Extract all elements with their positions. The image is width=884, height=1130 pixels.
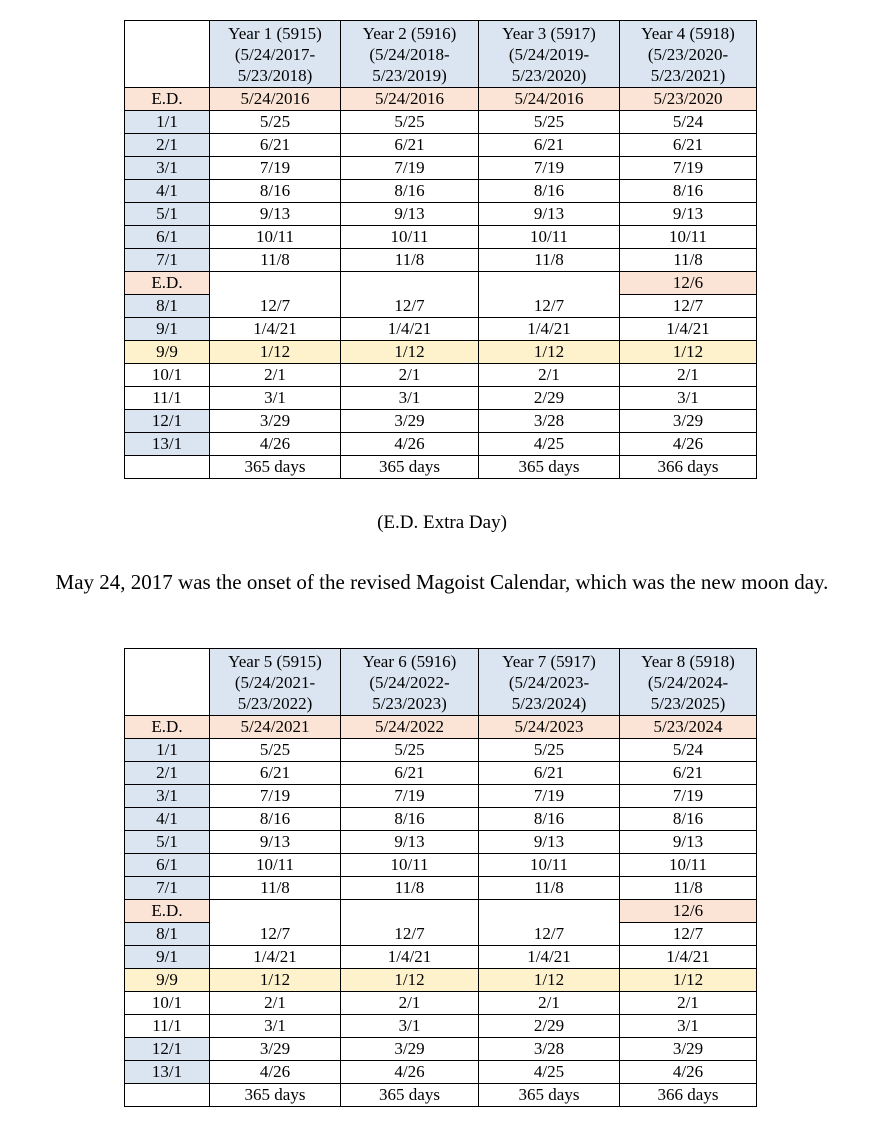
- table-cell: 1/4/21: [341, 318, 479, 341]
- row-label: 1/1: [125, 739, 210, 762]
- row-label: 9/1: [125, 946, 210, 969]
- year-header: Year 6 (5916) (5/24/2022- 5/23/2023): [341, 649, 479, 716]
- row-label: 3/1: [125, 785, 210, 808]
- table-cell: 1/4/21: [210, 946, 341, 969]
- table-cell: 3/1: [620, 1015, 757, 1038]
- row-label: 12/1: [125, 1038, 210, 1061]
- table-row: [125, 992, 757, 1015]
- table-cell: 11/8: [341, 249, 479, 272]
- table-cell: 2/1: [620, 364, 757, 387]
- table-cell: 3/29: [210, 1038, 341, 1061]
- table-cell: 9/13: [210, 203, 341, 226]
- table-cell: 10/11: [479, 854, 620, 877]
- table-row: [125, 272, 757, 295]
- calendar-table-years-1-4: [124, 20, 757, 479]
- table-cell: 3/28: [479, 1038, 620, 1061]
- total-days: 365 days: [479, 456, 620, 479]
- row-label: 8/1: [125, 295, 210, 318]
- table-cell: 12/7: [479, 923, 620, 946]
- table-cell: 5/25: [341, 111, 479, 134]
- row-label: 5/1: [125, 831, 210, 854]
- table-cell: 5/24/2022: [341, 716, 479, 739]
- table-cell: 3/1: [210, 1015, 341, 1038]
- table-cell: 6/21: [479, 134, 620, 157]
- table-cell: 3/29: [210, 410, 341, 433]
- row-label: 2/1: [125, 762, 210, 785]
- table-row: [125, 387, 757, 410]
- table-cell: 2/1: [479, 992, 620, 1015]
- table-row: [125, 762, 757, 785]
- table-cell: 2/1: [620, 992, 757, 1015]
- row-label: 13/1: [125, 433, 210, 456]
- table-cell: 10/11: [210, 854, 341, 877]
- table-cell: 7/19: [479, 785, 620, 808]
- table-cell: 2/1: [210, 992, 341, 1015]
- table-row: [125, 134, 757, 157]
- table-cell: 12/7: [210, 923, 341, 946]
- table-cell: 11/8: [210, 877, 341, 900]
- table-cell: 6/21: [620, 134, 757, 157]
- row-label: 9/9: [125, 341, 210, 364]
- table-cell: 5/24/2016: [210, 88, 341, 111]
- row-label: E.D.: [125, 272, 210, 295]
- table-row: [125, 716, 757, 739]
- table-cell: 9/13: [479, 831, 620, 854]
- table-cell: 8/16: [620, 180, 757, 203]
- table-cell: 2/1: [341, 364, 479, 387]
- table-cell: 1/12: [210, 969, 341, 992]
- table-cell: 1/12: [479, 969, 620, 992]
- table-cell: 5/25: [341, 739, 479, 762]
- table-cell: 8/16: [210, 808, 341, 831]
- table-cell: 11/8: [210, 249, 341, 272]
- table-cell: 6/21: [620, 762, 757, 785]
- table-row: [125, 923, 757, 946]
- table-cell: 11/8: [620, 249, 757, 272]
- empty-cell: [479, 900, 620, 923]
- row-label: E.D.: [125, 88, 210, 111]
- table-row: [125, 1061, 757, 1084]
- empty-cell: [125, 1084, 210, 1107]
- total-days: 365 days: [341, 456, 479, 479]
- table-cell: 8/16: [341, 808, 479, 831]
- table-cell: 7/19: [479, 157, 620, 180]
- table-cell: 5/24/2023: [479, 716, 620, 739]
- table-cell: 8/16: [620, 808, 757, 831]
- table-row: [125, 900, 757, 923]
- table-cell: 2/1: [479, 364, 620, 387]
- table-cell: 1/12: [479, 341, 620, 364]
- table-cell: 6/21: [341, 762, 479, 785]
- table-row: [125, 739, 757, 762]
- table-cell: 7/19: [210, 157, 341, 180]
- table-cell: 12/6: [620, 900, 757, 923]
- table-cell: 12/7: [479, 295, 620, 318]
- total-days: 366 days: [620, 1084, 757, 1107]
- table-cell: 7/19: [620, 785, 757, 808]
- table-cell: 4/26: [210, 433, 341, 456]
- row-label: 7/1: [125, 249, 210, 272]
- empty-cell: [210, 272, 341, 295]
- row-label: 9/9: [125, 969, 210, 992]
- table-cell: 3/1: [341, 1015, 479, 1038]
- table-row: [125, 831, 757, 854]
- year-header: Year 7 (5917) (5/24/2023- 5/23/2024): [479, 649, 620, 716]
- row-label: 8/1: [125, 923, 210, 946]
- table-row: [125, 946, 757, 969]
- row-label: 6/1: [125, 226, 210, 249]
- table-cell: 3/29: [341, 1038, 479, 1061]
- table-cell: 3/1: [210, 387, 341, 410]
- table-cell: 3/28: [479, 410, 620, 433]
- row-label: E.D.: [125, 900, 210, 923]
- empty-cell: [341, 900, 479, 923]
- corner-cell: [125, 649, 210, 716]
- table-cell: 5/25: [210, 739, 341, 762]
- table-cell: 5/25: [479, 111, 620, 134]
- table-row: [125, 410, 757, 433]
- table-row: [125, 180, 757, 203]
- table-cell: 2/29: [479, 387, 620, 410]
- table-cell: 5/25: [479, 739, 620, 762]
- row-label: 4/1: [125, 808, 210, 831]
- empty-cell: [210, 900, 341, 923]
- table-cell: 5/25: [210, 111, 341, 134]
- table-cell: 4/26: [620, 1061, 757, 1084]
- table-cell: 6/21: [210, 134, 341, 157]
- table-cell: 9/13: [620, 831, 757, 854]
- table-cell: 4/25: [479, 1061, 620, 1084]
- row-label: 6/1: [125, 854, 210, 877]
- empty-cell: [125, 456, 210, 479]
- table-cell: 11/8: [341, 877, 479, 900]
- row-label: E.D.: [125, 716, 210, 739]
- table-cell: 1/12: [620, 969, 757, 992]
- table-cell: 3/29: [620, 410, 757, 433]
- row-label: 2/1: [125, 134, 210, 157]
- table-row: [125, 1015, 757, 1038]
- table-cell: 1/12: [341, 969, 479, 992]
- table-cell: 9/13: [479, 203, 620, 226]
- table-cell: 5/24/2016: [479, 88, 620, 111]
- table-cell: 6/21: [210, 762, 341, 785]
- table-row: [125, 318, 757, 341]
- table-cell: 10/11: [479, 226, 620, 249]
- table-cell: 2/1: [210, 364, 341, 387]
- year-header: Year 2 (5916) (5/24/2018- 5/23/2019): [341, 21, 479, 88]
- table-cell: 8/16: [479, 180, 620, 203]
- total-days: 365 days: [210, 1084, 341, 1107]
- table-cell: 2/1: [341, 992, 479, 1015]
- row-label: 7/1: [125, 877, 210, 900]
- table-row: [125, 969, 757, 992]
- table-cell: 5/23/2020: [620, 88, 757, 111]
- table-cell: 3/29: [341, 410, 479, 433]
- total-days: 366 days: [620, 456, 757, 479]
- table-cell: 7/19: [341, 785, 479, 808]
- table-row: [125, 854, 757, 877]
- calendar-onset-sentence: May 24, 2017 was the onset of the revised Magoist Calendar, which was the new moon day.: [55, 570, 829, 594]
- table-row: [125, 88, 757, 111]
- table-cell: 5/24: [620, 111, 757, 134]
- table-cell: 12/7: [620, 923, 757, 946]
- table-cell: 10/11: [210, 226, 341, 249]
- table-cell: 5/23/2024: [620, 716, 757, 739]
- total-days: 365 days: [479, 1084, 620, 1107]
- row-label: 5/1: [125, 203, 210, 226]
- table-cell: 6/21: [341, 134, 479, 157]
- total-days: 365 days: [210, 456, 341, 479]
- extra-day-note: (E.D. Extra Day): [377, 512, 507, 533]
- table-cell: 10/11: [341, 854, 479, 877]
- table-cell: 4/26: [620, 433, 757, 456]
- table-row: [125, 295, 757, 318]
- corner-cell: [125, 21, 210, 88]
- calendar-table-years-5-8: [124, 648, 757, 1107]
- table-cell: 1/4/21: [620, 946, 757, 969]
- row-label: 10/1: [125, 364, 210, 387]
- table-cell: 9/13: [341, 203, 479, 226]
- table-cell: 7/19: [620, 157, 757, 180]
- table-row: [125, 157, 757, 180]
- row-label: 1/1: [125, 111, 210, 134]
- row-label: 9/1: [125, 318, 210, 341]
- table-cell: 9/13: [341, 831, 479, 854]
- table-cell: 10/11: [341, 226, 479, 249]
- table-cell: 12/7: [341, 923, 479, 946]
- table-cell: 3/29: [620, 1038, 757, 1061]
- table-cell: 12/7: [620, 295, 757, 318]
- table-cell: 4/25: [479, 433, 620, 456]
- table-cell: 5/24: [620, 739, 757, 762]
- table-cell: 7/19: [341, 157, 479, 180]
- table-cell: 8/16: [210, 180, 341, 203]
- table-cell: 12/7: [341, 295, 479, 318]
- empty-cell: [479, 272, 620, 295]
- table-cell: 10/11: [620, 854, 757, 877]
- year-header: Year 3 (5917) (5/24/2019- 5/23/2020): [479, 21, 620, 88]
- table-cell: 9/13: [210, 831, 341, 854]
- table-cell: 5/24/2016: [341, 88, 479, 111]
- year-header: Year 1 (5915) (5/24/2017- 5/23/2018): [210, 21, 341, 88]
- table-cell: 4/26: [341, 433, 479, 456]
- table-row: [125, 111, 757, 134]
- row-label: 13/1: [125, 1061, 210, 1084]
- table-cell: 11/8: [620, 877, 757, 900]
- row-label: 12/1: [125, 410, 210, 433]
- table-cell: 5/24/2021: [210, 716, 341, 739]
- total-days: 365 days: [341, 1084, 479, 1107]
- totals-row: [125, 1084, 757, 1107]
- table-row: [125, 1038, 757, 1061]
- table-cell: 1/12: [341, 341, 479, 364]
- table-row: [125, 203, 757, 226]
- table-cell: 1/12: [210, 341, 341, 364]
- row-label: 11/1: [125, 387, 210, 410]
- table-row: [125, 249, 757, 272]
- table-cell: 11/8: [479, 877, 620, 900]
- table-cell: 1/4/21: [210, 318, 341, 341]
- table-cell: 1/4/21: [620, 318, 757, 341]
- row-label: 10/1: [125, 992, 210, 1015]
- row-label: 11/1: [125, 1015, 210, 1038]
- table-cell: 12/7: [210, 295, 341, 318]
- table-row: [125, 877, 757, 900]
- table-cell: 2/29: [479, 1015, 620, 1038]
- table-cell: 7/19: [210, 785, 341, 808]
- totals-row: [125, 456, 757, 479]
- row-label: 3/1: [125, 157, 210, 180]
- table-cell: 3/1: [620, 387, 757, 410]
- table-cell: 4/26: [210, 1061, 341, 1084]
- year-header: Year 4 (5918) (5/23/2020- 5/23/2021): [620, 21, 757, 88]
- year-header: Year 5 (5915) (5/24/2021- 5/23/2022): [210, 649, 341, 716]
- year-header: Year 8 (5918) (5/24/2024- 5/23/2025): [620, 649, 757, 716]
- table-cell: 1/4/21: [479, 318, 620, 341]
- table-row: [125, 433, 757, 456]
- table-cell: 4/26: [341, 1061, 479, 1084]
- table-cell: 1/4/21: [341, 946, 479, 969]
- table-cell: 8/16: [341, 180, 479, 203]
- table-row: [125, 364, 757, 387]
- table-cell: 1/12: [620, 341, 757, 364]
- table-cell: 8/16: [479, 808, 620, 831]
- table-cell: 9/13: [620, 203, 757, 226]
- table-row: [125, 785, 757, 808]
- table-cell: 11/8: [479, 249, 620, 272]
- table-cell: 12/6: [620, 272, 757, 295]
- table-row: [125, 226, 757, 249]
- table-cell: 1/4/21: [479, 946, 620, 969]
- row-label: 4/1: [125, 180, 210, 203]
- table-cell: 3/1: [341, 387, 479, 410]
- table-row: [125, 341, 757, 364]
- empty-cell: [341, 272, 479, 295]
- table-cell: 6/21: [479, 762, 620, 785]
- table-row: [125, 808, 757, 831]
- table-cell: 10/11: [620, 226, 757, 249]
